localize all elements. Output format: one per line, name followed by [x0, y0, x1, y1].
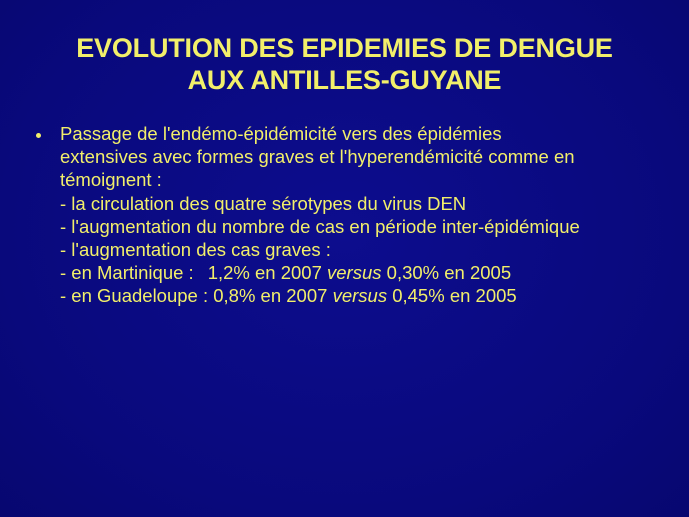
title-line-1: EVOLUTION DES EPIDEMIES DE DENGUE	[76, 33, 613, 63]
bullet-item	[30, 122, 680, 308]
bullet-line-4: - la circulation des quatre sérotypes du virus DEN	[60, 192, 467, 214]
martinique-versus: versus	[327, 262, 382, 284]
bullet-dot-icon	[36, 133, 41, 138]
martinique-2007: 1,2% en 2007	[207, 262, 322, 284]
bullet-line-1: Passage de l'endémo-épidémicité vers des épidémies	[60, 123, 502, 144]
bullet-line-2: extensives avec formes graves et l'hyperendémicité comme en	[60, 146, 575, 168]
martinique-prefix: - en Martinique :	[60, 262, 194, 284]
guadeloupe-line	[60, 284, 680, 307]
bullet-line-5: - l'augmentation du nombre de cas en période inter-épidémique	[60, 215, 580, 237]
title-line-2: AUX ANTILLES-GUYANE	[187, 65, 502, 95]
slide-content	[30, 122, 680, 308]
bullet-line-3: témoignent :	[60, 169, 162, 191]
bullet-line-6: - l'augmentation des cas graves :	[60, 239, 331, 261]
guadeloupe-prefix: - en Guadeloupe : 0,8% en 2007	[60, 285, 328, 307]
guadeloupe-versus: versus	[332, 285, 388, 307]
guadeloupe-2005: 0,45% en 2005	[392, 285, 517, 307]
martinique-line	[60, 261, 680, 284]
slide-title	[0, 32, 689, 96]
martinique-2005: 0,30% en 2005	[386, 262, 512, 284]
